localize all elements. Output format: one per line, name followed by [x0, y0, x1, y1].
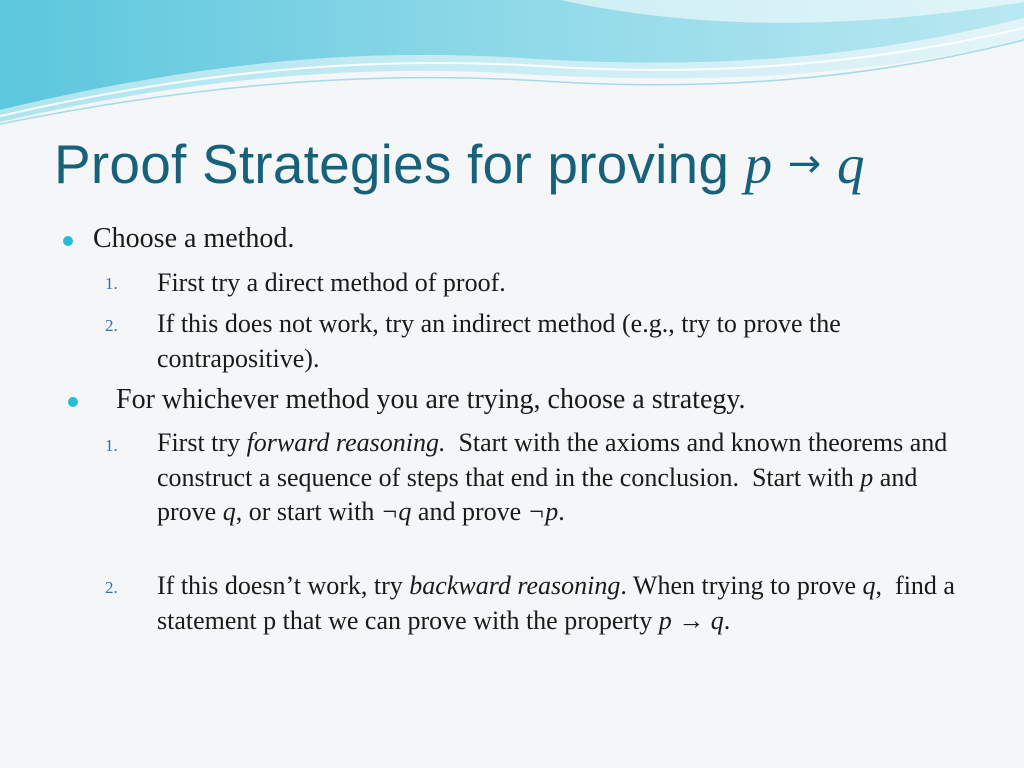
- slide-title: [54, 132, 865, 196]
- implies-arrow: →: [787, 141, 822, 187]
- text-segment: .: [558, 497, 565, 526]
- title-text: Proof Strategies for proving: [54, 133, 745, 195]
- bullet-text: Choose a method.: [93, 223, 295, 254]
- text-segment: First try: [157, 428, 247, 457]
- math-p-implies-q: p → q: [658, 605, 724, 635]
- term-backward-reasoning: backward reasoning: [409, 571, 621, 600]
- math-q: q: [862, 571, 876, 600]
- math-not-p: ¬p: [527, 497, 559, 526]
- term-forward-reasoning: forward reasoning.: [246, 428, 446, 457]
- header-wave-decoration: [0, 0, 1024, 130]
- text-segment: If this doesn’t work, try: [157, 571, 410, 600]
- bullet-dot-icon: [68, 397, 78, 407]
- bullet-choose-method: [93, 223, 294, 255]
- bullet-choose-strategy: [116, 384, 746, 416]
- text-segment: and prove: [411, 497, 528, 526]
- math-not-q: ¬q: [380, 497, 412, 526]
- bullet-dot-icon: [63, 236, 73, 246]
- title-q: q: [836, 134, 865, 195]
- list-item-direct-method: First try a direct method of proof.: [157, 268, 506, 297]
- title-p: p: [744, 134, 773, 195]
- list-item-backward-reasoning: [157, 569, 977, 638]
- text-segment: and prove: [157, 462, 918, 526]
- bullet-text: For whichever method you are trying, choose a strategy.: [116, 384, 746, 415]
- list-item-indirect-method: If this does not work, try an indirect method (e.g., try to prove the contrapositive).: [157, 309, 841, 373]
- text-segment: .: [723, 605, 731, 635]
- math-p: p: [860, 462, 874, 492]
- math-q: q: [222, 497, 236, 526]
- list-number: 2.: [105, 578, 118, 597]
- text-segment: , or start with: [235, 497, 381, 526]
- text-segment: . When trying to prove: [620, 571, 863, 600]
- list-number: 2.: [105, 316, 118, 335]
- list-number: 1.: [105, 274, 118, 293]
- text-segment: Start with the axioms and known theorems and construct a sequence of steps that end in the conclusion. Start with: [157, 428, 954, 492]
- list-number: 1.: [105, 436, 118, 455]
- text-segment: , find a statement p that we can prove with the property: [157, 571, 962, 635]
- list-item-forward-reasoning: [157, 426, 977, 530]
